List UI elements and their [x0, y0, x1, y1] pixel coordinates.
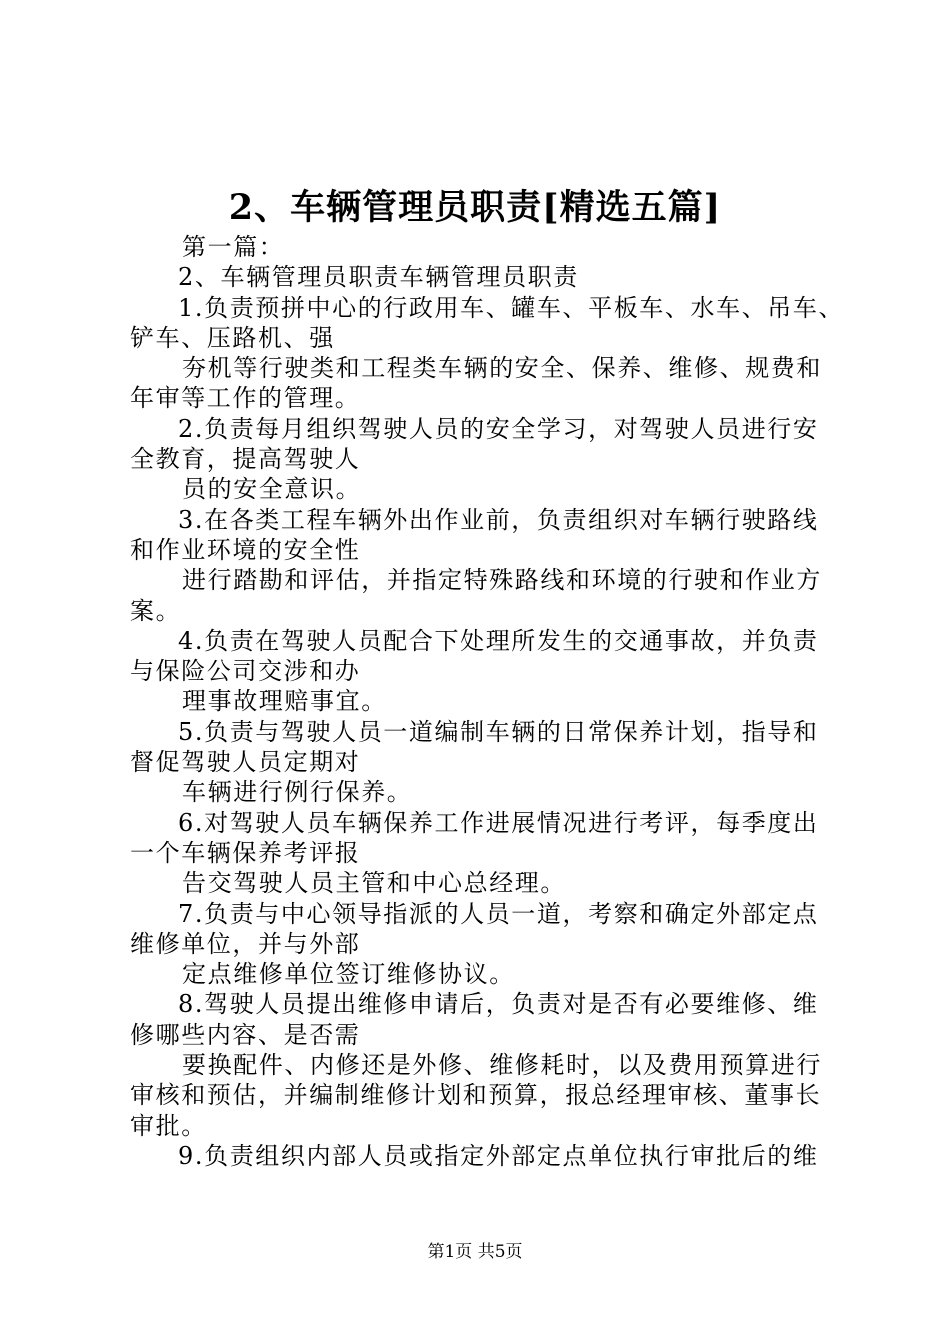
item-6-line-2: 一个车辆保养考评报: [130, 838, 361, 867]
item-1-line-2: 铲车、压路机、强: [130, 323, 335, 352]
item-1-line-4: 年审等工作的管理。: [130, 384, 361, 413]
item-8-line-1: 8.驾驶人员提出维修申请后，负责对是否有必要维修、维: [178, 990, 819, 1019]
item-7-line-1: 7.负责与中心领导指派的人员一道，考察和确定外部定点: [178, 899, 819, 928]
item-3-line-3: 进行踏勘和评估，并指定特殊路线和环境的行驶和作业方: [182, 566, 822, 595]
item-9-line-1: 9.负责组织内部人员或指定外部定点单位执行审批后的维: [178, 1141, 819, 1170]
document-body: [130, 232, 850, 1171]
item-6-line-1: 6.对驾驶人员车辆保养工作进展情况进行考评，每季度出: [178, 808, 819, 837]
document-title: 2、车辆管理员职责[精选五篇]: [228, 187, 722, 228]
item-1-line-1: 1.负责预拼中心的行政用车、罐车、平板车、水车、吊车、: [178, 293, 845, 322]
item-2-line-2: 全教育，提高驾驶人: [130, 445, 361, 474]
item-5-line-1: 5.负责与驾驶人员一道编制车辆的日常保养计划，指导和: [178, 717, 819, 746]
item-1-line-3: 夯机等行驶类和工程类车辆的安全、保养、维修、规费和: [182, 354, 822, 383]
item-8-line-2: 修哪些内容、是否需: [130, 1020, 361, 1049]
item-4-line-1: 4.负责在驾驶人员配合下处理所发生的交通事故，并负责: [178, 626, 819, 655]
item-4-line-2: 与保险公司交涉和办: [130, 657, 361, 686]
item-7-line-2: 维修单位，并与外部: [130, 929, 361, 958]
item-6-line-3: 告交驾驶人员主管和中心总经理。: [182, 869, 566, 898]
item-7-line-3: 定点维修单位签订维修协议。: [182, 960, 515, 989]
page-footer: 第1页 共5页: [427, 1242, 523, 1262]
item-2-line-3: 员的安全意识。: [182, 475, 362, 504]
item-5-line-3: 车辆进行例行保养。: [182, 778, 413, 807]
item-8-line-3: 要换配件、内修还是外修、维修耗时，以及费用预算进行: [182, 1051, 822, 1080]
item-5-line-2: 督促驾驶人员定期对: [130, 748, 361, 777]
item-4-line-3: 理事故理赔事宜。: [182, 687, 387, 716]
section-heading: 第一篇：: [182, 233, 285, 261]
item-2-line-1: 2.负责每月组织驾驶人员的安全学习，对驾驶人员进行安: [178, 414, 819, 443]
item-8-line-5: 审批。: [130, 1111, 207, 1140]
item-3-line-1: 3.在各类工程车辆外出作业前，负责组织对车辆行驶路线: [178, 505, 819, 534]
item-3-line-4: 案。: [130, 596, 182, 625]
item-8-line-4: 审核和预估，并编制维修计划和预算，报总经理审核、董事长: [130, 1081, 822, 1110]
subtitle-line: 2、车辆管理员职责车辆管理员职责: [178, 263, 579, 292]
item-3-line-2: 和作业环境的安全性: [130, 535, 361, 564]
